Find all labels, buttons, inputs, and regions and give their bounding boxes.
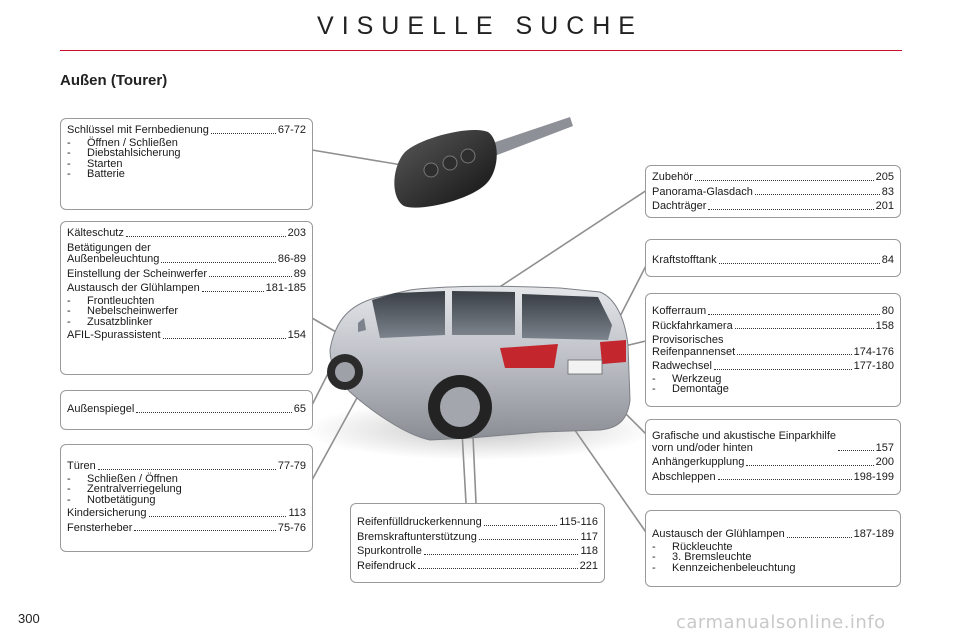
entry-label: Bremskraftunterstützung bbox=[357, 530, 477, 543]
sub-item: - Kennzeichenbeleuchtung bbox=[652, 561, 796, 574]
entry-page-ref: 75-76 bbox=[277, 521, 306, 534]
box-roof bbox=[645, 165, 901, 218]
box-mirror bbox=[60, 390, 313, 430]
entry-label: Austausch der Glühlampen bbox=[67, 282, 200, 294]
entry-page-ref: 157 bbox=[875, 441, 894, 454]
box-tyres bbox=[350, 503, 605, 583]
entry-label: Rückfahrkamera bbox=[652, 319, 733, 332]
index-entry bbox=[652, 529, 894, 541]
entry-label: Fensterheber bbox=[67, 521, 133, 534]
page-title: VISUELLE SUCHE bbox=[317, 12, 643, 40]
sub-item-label: Kennzeichenbeleuchtung bbox=[672, 561, 796, 574]
entry-page-ref: 118 bbox=[580, 545, 598, 557]
section-title: Außen (Tourer) bbox=[60, 72, 168, 89]
dot-leader bbox=[149, 516, 287, 517]
sub-list bbox=[67, 138, 306, 180]
entry-label: Austausch der Glühlampen bbox=[652, 528, 785, 540]
entry-page-ref: 65 bbox=[293, 403, 306, 415]
index-entry bbox=[67, 523, 306, 535]
sub-list bbox=[67, 296, 306, 328]
dot-leader bbox=[209, 276, 292, 277]
dot-leader bbox=[136, 412, 291, 413]
entry-page-ref: 181-185 bbox=[265, 282, 306, 294]
dot-leader bbox=[787, 537, 852, 538]
index-entry bbox=[67, 330, 306, 342]
entry-label: Kälteschutz bbox=[67, 227, 124, 239]
page-number: 300 bbox=[18, 611, 40, 626]
box-key bbox=[60, 118, 313, 210]
dot-leader bbox=[98, 469, 276, 470]
entry-label: Dachträger bbox=[652, 200, 707, 212]
dot-leader bbox=[695, 180, 874, 181]
sub-item: - Batterie bbox=[67, 168, 125, 180]
dot-leader bbox=[479, 539, 579, 540]
box-lights bbox=[60, 221, 313, 375]
index-entry bbox=[652, 321, 894, 333]
index-entry bbox=[67, 461, 306, 473]
sub-item: - Öffnen / Schließen bbox=[67, 136, 178, 149]
entry-label: Kraftstofftank bbox=[652, 254, 717, 266]
box-fuel bbox=[645, 239, 901, 277]
index-entry bbox=[357, 517, 598, 529]
entry-page-ref: 84 bbox=[881, 254, 894, 266]
index-entry bbox=[652, 187, 894, 199]
entry-label: Außenspiegel bbox=[67, 403, 135, 415]
index-entry bbox=[357, 546, 598, 558]
sub-item: - Nebelscheinwerfer bbox=[67, 305, 179, 317]
sub-item-label: Notbetätigung bbox=[87, 493, 156, 506]
entry-label: Radwechsel bbox=[652, 360, 712, 372]
entry-page-ref: 158 bbox=[875, 319, 894, 332]
entry-label: Anhängerkupplung bbox=[652, 456, 745, 468]
index-entry bbox=[357, 532, 598, 544]
sub-item: - Zentralverriegelung bbox=[67, 483, 182, 495]
entry-label: Reifenfülldruckerkennung bbox=[357, 516, 482, 528]
index-entry bbox=[652, 361, 894, 373]
dot-leader bbox=[714, 369, 852, 370]
sub-item-label: Demontage bbox=[672, 383, 729, 395]
sub-item-label: Schließen / Öffnen bbox=[87, 472, 178, 485]
entry-label: Schlüssel mit Fernbedienung bbox=[67, 124, 209, 136]
entry-page-ref: 221 bbox=[579, 559, 598, 572]
entry-page-ref: 154 bbox=[287, 329, 306, 341]
dot-leader bbox=[134, 530, 275, 531]
dot-leader bbox=[755, 194, 880, 195]
sub-item: - Schließen / Öffnen bbox=[67, 472, 178, 485]
entry-page-ref: 115-116 bbox=[559, 516, 598, 528]
dot-leader bbox=[737, 354, 851, 355]
index-entry bbox=[652, 472, 894, 484]
sub-item: - 3. Bremsleuchte bbox=[652, 551, 752, 563]
sub-item: - Demontage bbox=[652, 383, 729, 395]
entry-page-ref: 80 bbox=[881, 305, 894, 317]
sub-item-label: Starten bbox=[87, 157, 123, 170]
sub-item: - Werkzeug bbox=[652, 372, 722, 385]
index-entry bbox=[67, 404, 306, 416]
sub-item: - Notbetätigung bbox=[67, 493, 156, 506]
entry-label: Abschleppen bbox=[652, 470, 716, 483]
entry-page-ref: 86-89 bbox=[277, 253, 306, 265]
sub-item-label: Zentralverriegelung bbox=[87, 483, 182, 495]
index-entry bbox=[652, 172, 894, 184]
sub-item-label: Rückleuchte bbox=[672, 540, 733, 553]
sub-item-label: Batterie bbox=[87, 168, 125, 180]
index-entry bbox=[652, 306, 894, 318]
sub-item-label: Werkzeug bbox=[672, 372, 722, 385]
dot-leader bbox=[211, 133, 276, 134]
entry-label: Einstellung der Scheinwerfer bbox=[67, 267, 208, 280]
entry-label: Betätigungen der Außenbeleuchtung bbox=[67, 241, 160, 265]
dot-leader bbox=[838, 450, 874, 451]
dot-leader bbox=[719, 263, 880, 264]
dot-leader bbox=[708, 209, 873, 210]
entry-page-ref: 198-199 bbox=[853, 470, 894, 483]
index-entry bbox=[652, 255, 894, 267]
index-entry bbox=[67, 228, 306, 240]
index-entry bbox=[67, 269, 306, 281]
index-entry bbox=[357, 561, 598, 573]
sub-item: - Frontleuchten bbox=[67, 294, 155, 307]
entry-label: AFIL-Spurassistent bbox=[67, 329, 161, 341]
entry-page-ref: 67-72 bbox=[277, 124, 306, 136]
car-image bbox=[305, 286, 655, 460]
entry-page-ref: 205 bbox=[875, 171, 894, 183]
entry-label: Kofferraum bbox=[652, 305, 707, 317]
entry-page-ref: 177-180 bbox=[853, 360, 894, 372]
dot-leader bbox=[746, 465, 873, 466]
entry-page-ref: 187-189 bbox=[853, 528, 894, 540]
entry-label: Provisorisches Reifenpannenset bbox=[652, 334, 736, 358]
key-fob-image bbox=[394, 117, 573, 208]
dot-leader bbox=[718, 479, 852, 480]
entry-page-ref: 113 bbox=[288, 507, 306, 519]
index-entry bbox=[652, 201, 894, 213]
box-rearlamps bbox=[645, 510, 901, 587]
entry-label: Spurkontrolle bbox=[357, 545, 422, 557]
index-entry bbox=[652, 457, 894, 469]
entry-page-ref: 89 bbox=[293, 267, 306, 280]
entry-page-ref: 83 bbox=[881, 185, 894, 198]
index-entry bbox=[652, 431, 894, 454]
dot-leader bbox=[202, 291, 264, 292]
sub-list bbox=[652, 374, 894, 395]
dot-leader bbox=[126, 236, 286, 237]
watermark: carmanualsonline.info bbox=[676, 612, 886, 633]
entry-page-ref: 77-79 bbox=[277, 460, 306, 472]
sub-item-label: Frontleuchten bbox=[87, 294, 155, 307]
index-entry bbox=[67, 243, 306, 266]
sub-item: - Diebstahlsicherung bbox=[67, 147, 181, 159]
entry-label: Zubehör bbox=[652, 171, 693, 183]
sub-item-label: Diebstahlsicherung bbox=[87, 147, 181, 159]
sub-item: - Zusatzblinker bbox=[67, 315, 153, 328]
entry-label: Grafische und akustische Einparkhilfe vorn und/oder hinten bbox=[652, 430, 837, 454]
dot-leader bbox=[424, 554, 579, 555]
dot-leader bbox=[163, 338, 286, 339]
entry-page-ref: 200 bbox=[875, 456, 894, 468]
entry-page-ref: 174-176 bbox=[853, 345, 894, 358]
sub-item: - Rückleuchte bbox=[652, 540, 733, 553]
dot-leader bbox=[484, 525, 558, 526]
entry-label: Panorama-Glasdach bbox=[652, 185, 753, 198]
dot-leader bbox=[735, 328, 874, 329]
entry-label: Kindersicherung bbox=[67, 507, 147, 519]
index-entry bbox=[652, 335, 894, 358]
sub-item-label: Nebelscheinwerfer bbox=[87, 305, 179, 317]
sub-item-label: 3. Bremsleuchte bbox=[672, 551, 752, 563]
sub-item-label: Zusatzblinker bbox=[87, 315, 153, 328]
entry-page-ref: 203 bbox=[287, 227, 306, 239]
box-boot bbox=[645, 293, 901, 407]
sub-item: - Starten bbox=[67, 157, 123, 170]
index-entry bbox=[67, 125, 306, 137]
box-doors bbox=[60, 444, 313, 552]
dot-leader bbox=[161, 262, 276, 263]
sub-item-label: Öffnen / Schließen bbox=[87, 136, 178, 149]
entry-page-ref: 201 bbox=[875, 200, 894, 212]
box-parking bbox=[645, 419, 901, 495]
entry-page-ref: 117 bbox=[580, 530, 598, 543]
entry-label: Reifendruck bbox=[357, 559, 416, 572]
dot-leader bbox=[708, 314, 880, 315]
sub-list bbox=[67, 474, 306, 506]
entry-label: Türen bbox=[67, 460, 96, 472]
index-entry bbox=[67, 508, 306, 520]
index-entry bbox=[67, 283, 306, 295]
dot-leader bbox=[418, 568, 578, 569]
sub-list bbox=[652, 542, 894, 574]
